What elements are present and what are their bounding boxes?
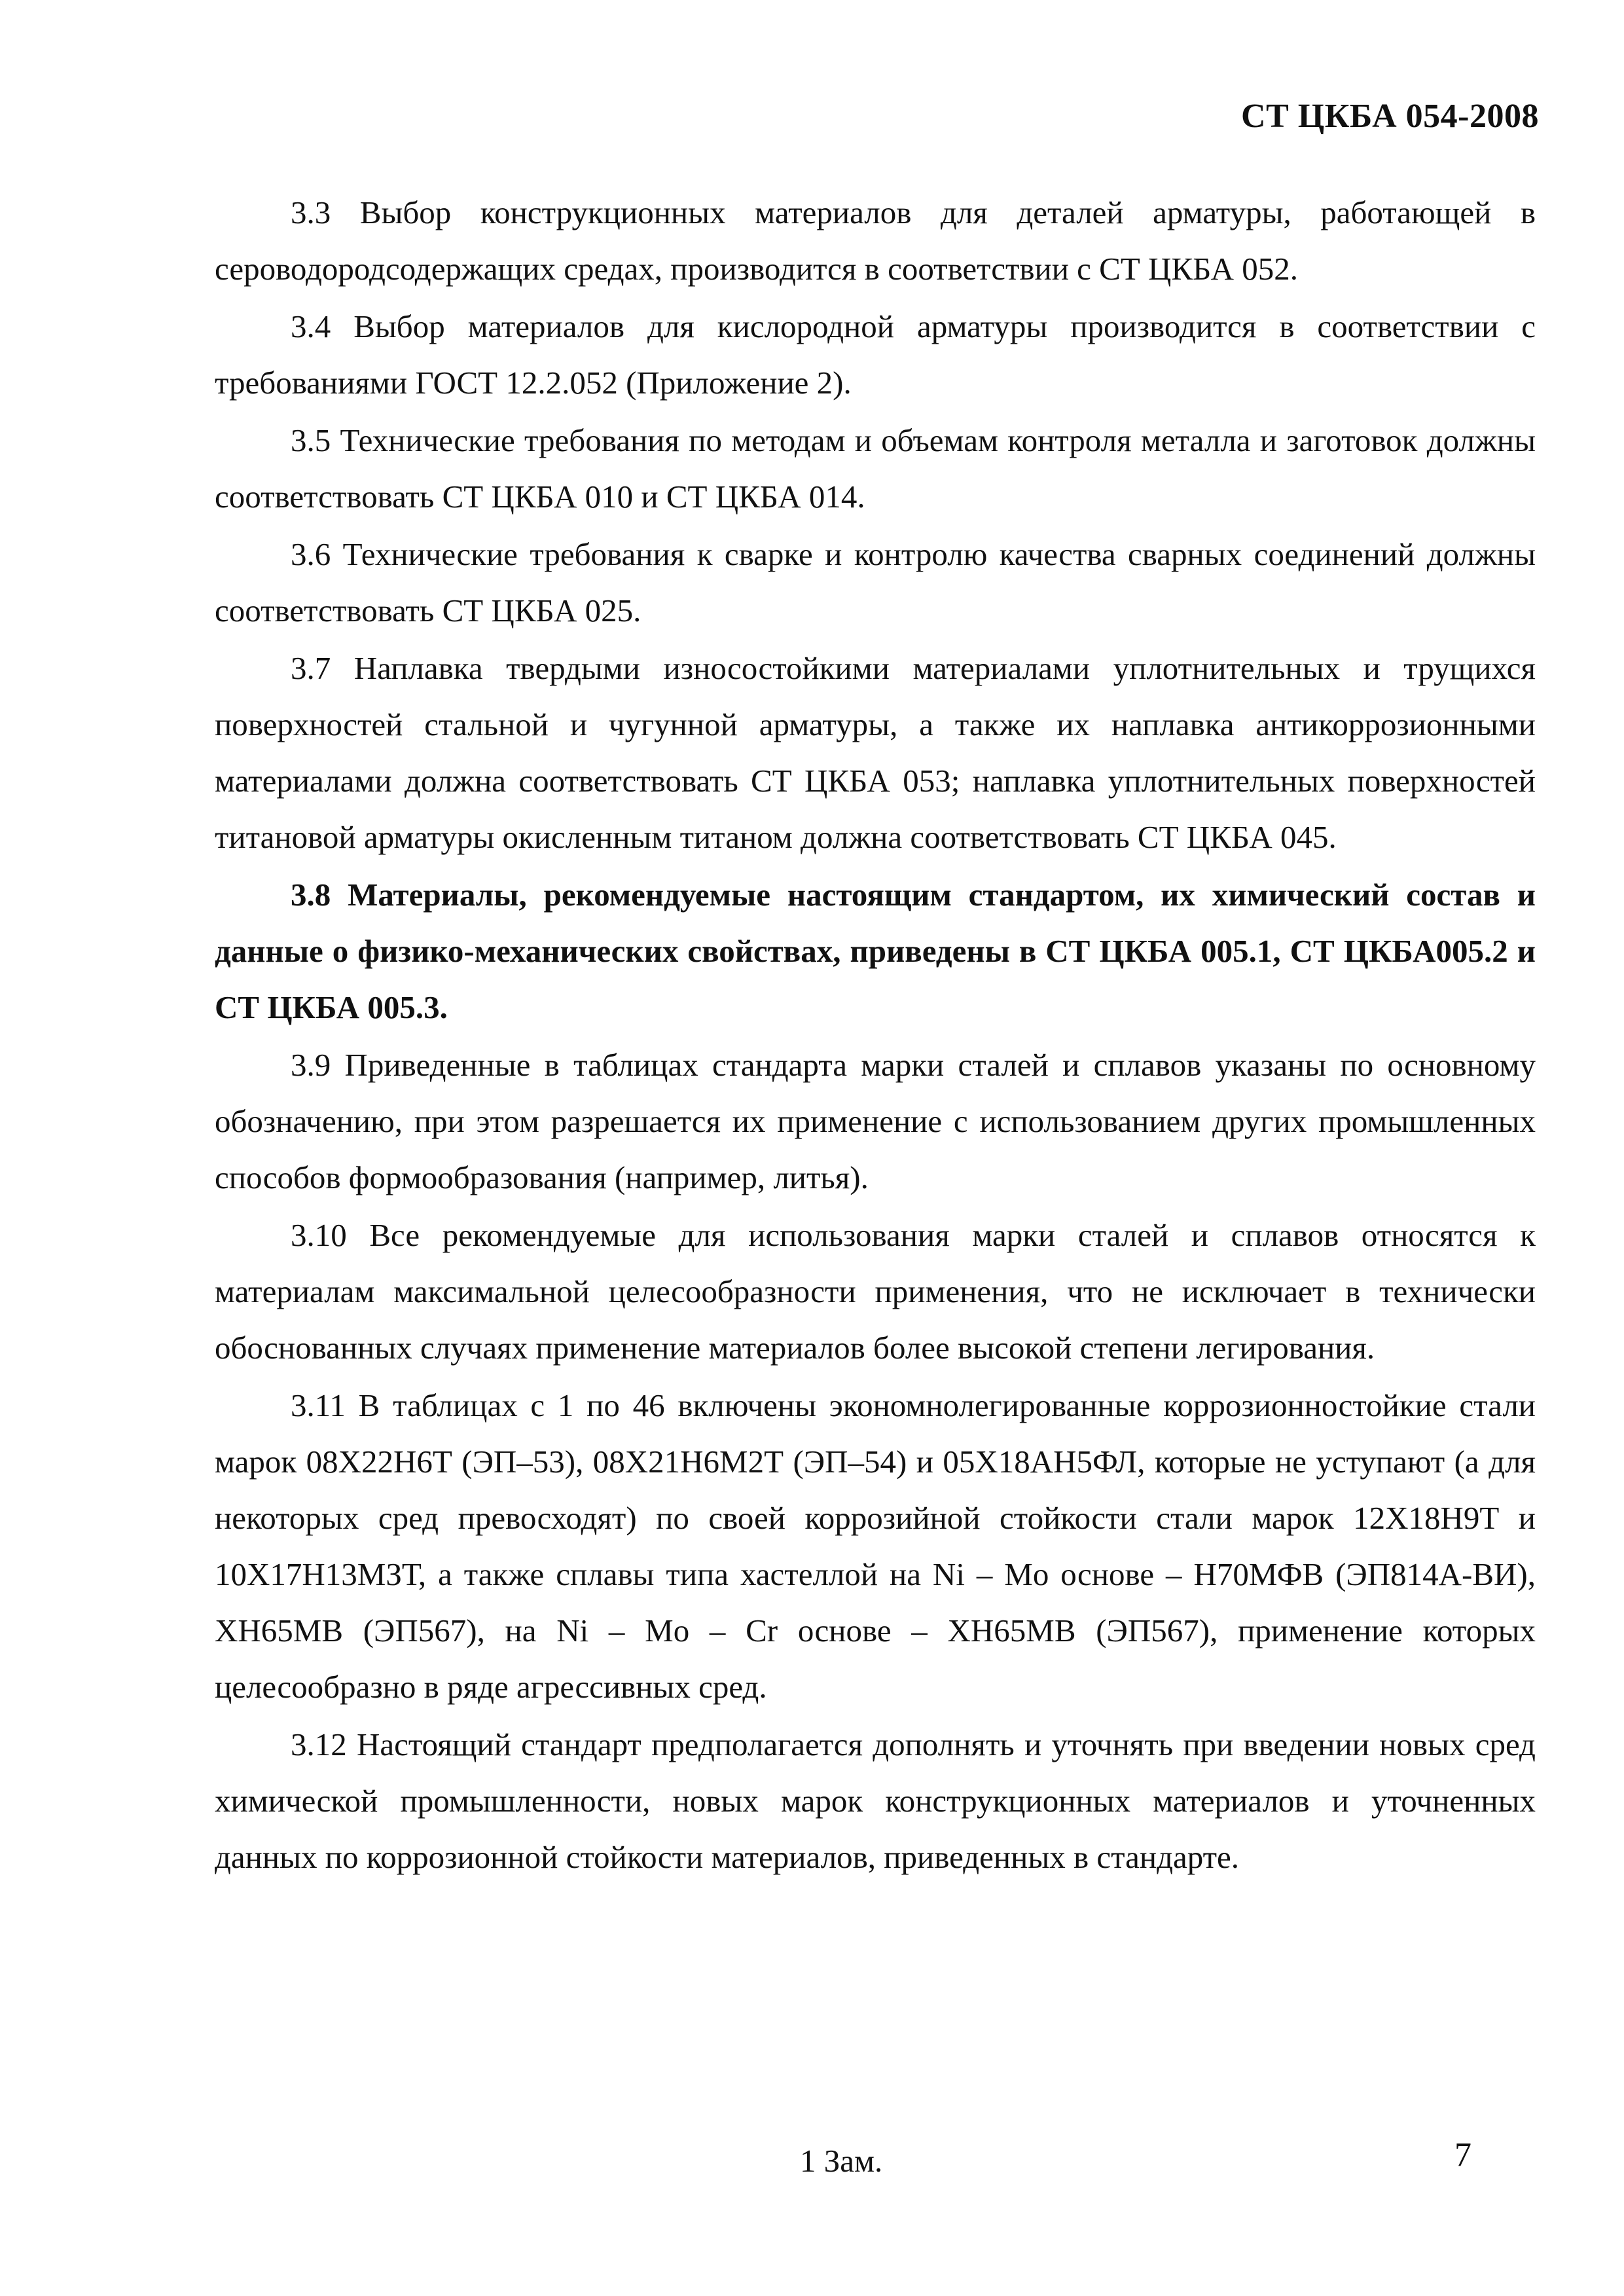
paragraph-3-7: 3.7 Наплавка твердыми износостойкими материалами уплотнительных и трущихся поверхностей стальной и чугунной арматуры, а также их наплавка антикоррозионными материалами должна соответствовать СТ ЦКБА 053; наплавка уплотнительных поверхностей титановой арматуры окисленным титаном должна соответствовать СТ ЦКБА 045. bbox=[215, 650, 1536, 855]
paragraph-3-11: 3.11 В таблицах с 1 по 46 включены экономнолегированные коррозионностойкие стали марок 08Х22Н6Т (ЭП–53), 08Х21Н6М2Т (ЭП–54) и 05Х18АН5ФЛ, которые не уступают (а для некоторых сред превосходят) по своей коррозийной стойкости стали марок 12Х18Н9Т и 10Х17Н13МЗТ, а также сплавы типа хастеллой на Ni – Mo основе – Н70МФВ (ЭП814А-ВИ), ХН65МВ (ЭП567), на Ni – Mo – Cr основе – ХН65МВ (ЭП567), применение которых целесообразно в ряде агрессивных сред. bbox=[215, 1387, 1536, 1705]
paragraph-3-6: 3.6 Технические требования к сварке и контролю качества сварных соединений должны соответствовать СТ ЦКБА 025. bbox=[215, 536, 1536, 629]
change-note: 1 Зам. bbox=[800, 2143, 883, 2179]
paragraph-3-12: 3.12 Настоящий стандарт предполагается дополнять и уточнять при введении новых сред химической промышленности, новых марок конструкционных материалов и уточненных данных по коррозионной стойкости материалов, приведенных в стандарте. bbox=[215, 1726, 1536, 1875]
paragraph-3-8: 3.8 Материалы, рекомендуемые настоящим стандартом, их химический состав и данные о физико-механических свойствах, приведены в СТ ЦКБА 005.1, СТ ЦКБА005.2 и СТ ЦКБА 005.3. bbox=[215, 877, 1536, 1025]
paragraph-3-5: 3.5 Технические требования по методам и объемам контроля металла и заготовок должны соответствовать СТ ЦКБА 010 и СТ ЦКБА 014. bbox=[215, 422, 1536, 515]
page-number: 7 bbox=[1454, 2136, 1471, 2174]
paragraph-3-4: 3.4 Выбор материалов для кислородной арматуры производится в соответствии с требованиями ГОСТ 12.2.052 (Приложение 2). bbox=[215, 308, 1536, 401]
document-body bbox=[215, 185, 1536, 1886]
paragraph-3-10: 3.10 Все рекомендуемые для использования марки сталей и сплавов относятся к материалам максимальной целесообразности применения, что не исключает в технически обоснованных случаях применение материалов более высокой степени легирования. bbox=[215, 1217, 1536, 1366]
document-code: СТ ЦКБА 054-2008 bbox=[1241, 98, 1539, 135]
paragraph-3-3: 3.3 Выбор конструкционных материалов для деталей арматуры, работающей в сероводородсодержащих средах, производится в соответствии с СТ ЦКБА 052. bbox=[215, 194, 1536, 287]
paragraph-3-9: 3.9 Приведенные в таблицах стандарта марки сталей и сплавов указаны по основному обозначению, при этом разрешается их применение с использованием других промышленных способов формообразования (например, литья). bbox=[215, 1047, 1536, 1195]
